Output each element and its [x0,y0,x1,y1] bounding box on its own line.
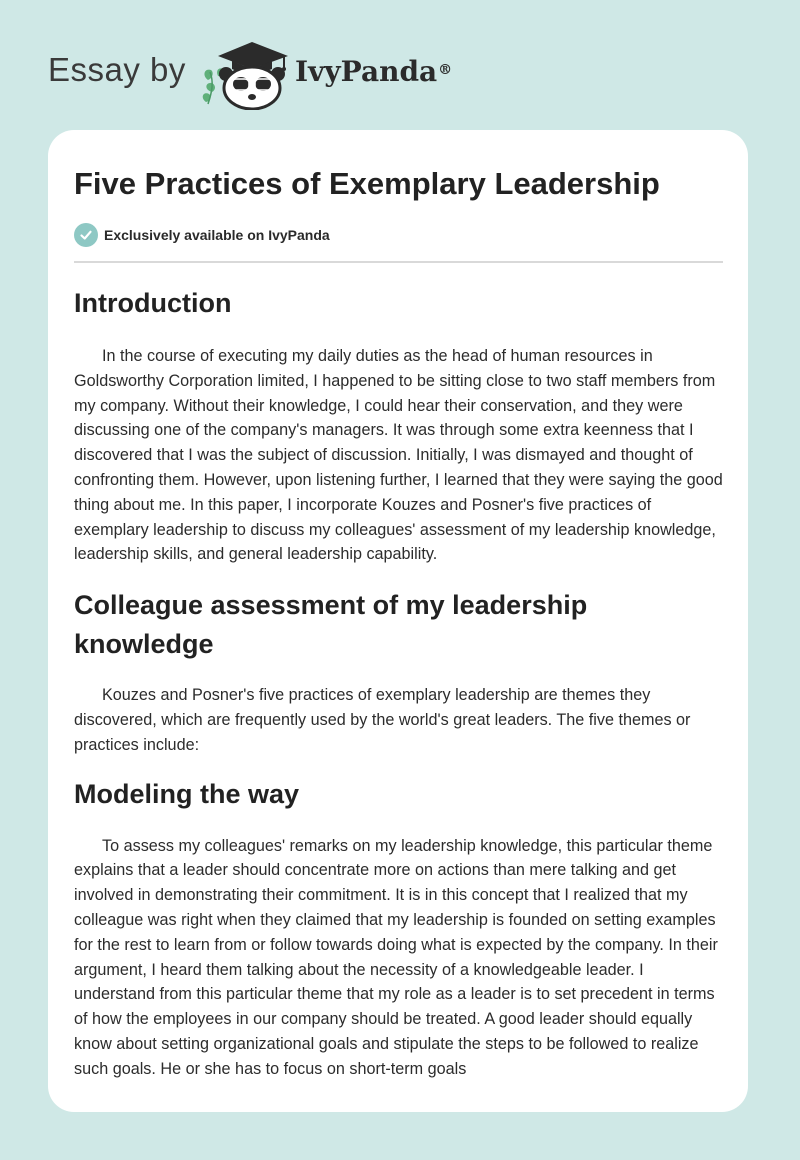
article-body [74,278,724,1082]
section-heading-introduction: Introduction [74,288,232,318]
registered-mark: ® [438,62,453,78]
section-paragraph-colleague-assessment: Kouzes and Posner's five practices of exemplary leadership are themes they discovered, which are frequently used by the world's great leaders. The five themes or practices include: [74,686,691,754]
essay-card [48,130,748,1112]
exclusive-badge [74,222,330,248]
page-title: Five Practices of Exemplary Leadership [74,166,660,201]
essay-by-label: Essay by [48,51,186,88]
panda-logo-icon[interactable] [200,36,292,110]
section-heading-modeling-the-way: Modeling the way [74,778,300,809]
divider [74,261,723,263]
section-paragraph-introduction: In the course of executing my daily duties as the head of human resources in Goldsworthy Corporation limited, I happened to be sitting close to two staff members from my company. Without their knowledge, I could hear their conservation, and they were discussing one of the company's managers. It was through some extra keenness that I discovered that I was the subject of discussion. Initially, I was dismayed and thought of confronting them. However, upon listening further, I learned that they were saying the good thing about me. In this paper, I incorporate Kouzes and Posner's five practices of exemplary leadership to discuss my colleagues' assessment of my leadership knowledge, leadership skills, and general leadership capability. [74,347,723,564]
brand-name[interactable] [295,52,452,92]
badge-label: Exclusively available on IvyPanda [104,227,330,243]
section-paragraph-modeling-the-way: To assess my colleagues' remarks on my leadership knowledge, this particular theme explains that a leader should concentrate more on actions than mere talking and get involved in demonstrating their commitment. It is in this concept that I realized that my colleague was right when they claimed that my leadership is founded on setting examples for the rest to learn from or follow towards doing what is expected by the company. In their argument, I heard them talking about the necessity of a knowledgeable leader. I understand from this particular theme that my role as a leader is to set precedent in terms of how the employees in our company should be treated. A good leader should equally know about setting organizational goals and stipulate the steps to be followed to realize such goals. He or she has to focus on short-term goals [74,836,718,1078]
brand-text: IvyPanda [295,55,438,88]
section-heading-colleague-assessment: Colleague assessment of my leadership knowledge [74,590,588,660]
check-icon [74,223,98,247]
site-header [0,0,800,130]
